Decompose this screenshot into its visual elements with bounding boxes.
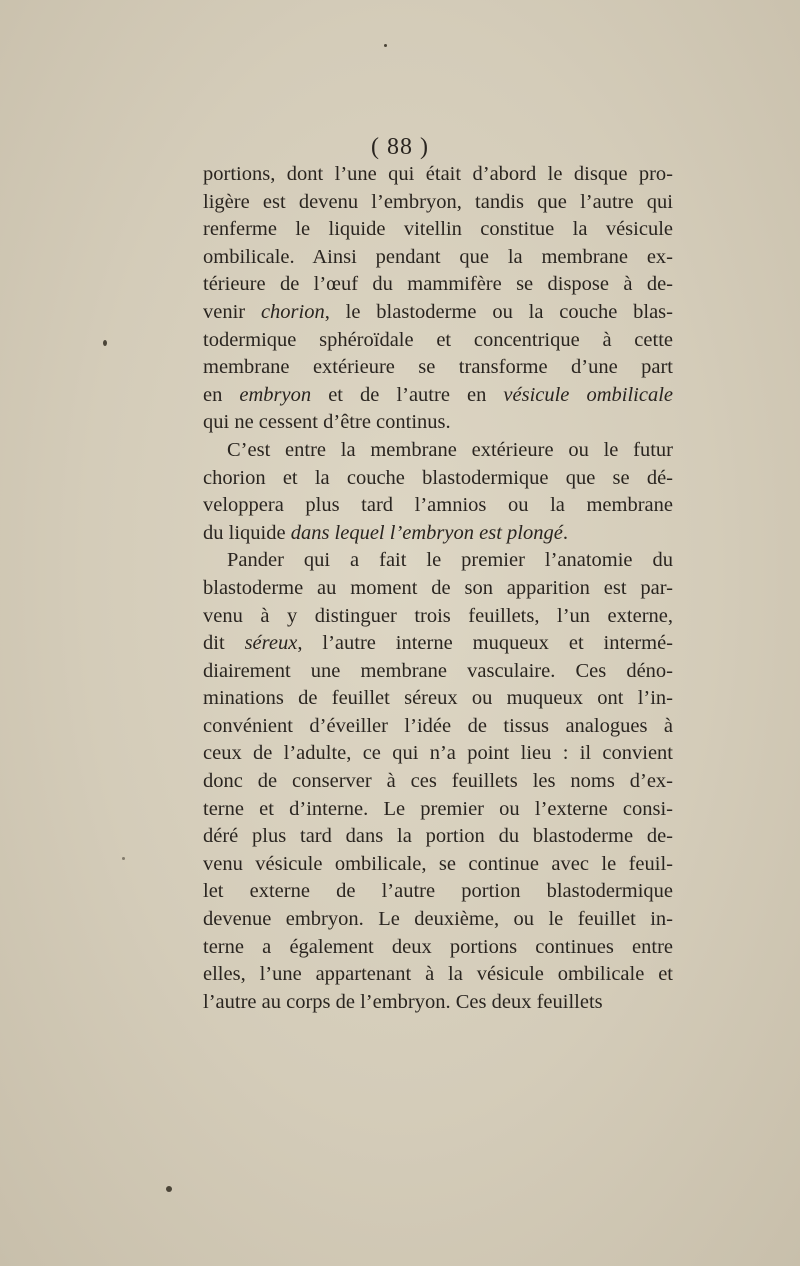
italic-text: vésicule ombilicale — [503, 383, 673, 406]
text-segment: qui ne cessent d’être continus. — [203, 411, 451, 434]
text-segment: renferme le liquide vitellin constitue la vésicule — [203, 218, 673, 241]
text-line — [203, 630, 673, 658]
text-segment: dit — [203, 632, 245, 655]
text-line — [203, 216, 673, 244]
text-segment: let externe de l’autre portion blastodermique — [203, 880, 673, 903]
text-line — [203, 961, 673, 989]
text-line — [203, 244, 673, 272]
text-line — [203, 354, 673, 382]
text-segment: membrane extérieure se transforme d’une part — [203, 356, 673, 379]
text-line — [203, 327, 673, 355]
italic-text: séreux — [244, 632, 298, 655]
text-segment: ceux de l’adulte, ce qui n’a point lieu : il convient — [203, 742, 673, 765]
paper-speck — [166, 1186, 172, 1192]
body-text — [203, 161, 673, 1016]
text-segment: portions, dont l’une qui était d’abord le disque pro- — [203, 163, 673, 185]
text-segment: ligère est devenu l’embryon, tandis que l’autre qui — [203, 190, 673, 213]
text-segment: C’est entre la membrane extérieure ou le futur — [227, 438, 673, 461]
text-line — [203, 658, 673, 686]
text-segment: l’autre au corps de l’embryon. Ces deux feuillets — [203, 990, 603, 1013]
text-line — [203, 934, 673, 962]
text-segment: todermique sphéroïdale et concentrique à cette — [203, 328, 673, 351]
text-line — [203, 382, 673, 410]
text-line — [203, 878, 673, 906]
text-line — [203, 299, 673, 327]
text-line — [203, 713, 673, 741]
italic-text: dans lequel l’embryon est plongé — [290, 521, 563, 544]
text-segment: veloppera plus tard l’amnios ou la membrane — [203, 494, 673, 517]
text-segment: minations de feuillet séreux ou muqueux ont l’in- — [203, 687, 673, 710]
text-segment: venir — [203, 300, 261, 323]
text-segment: venu vésicule ombilicale, se continue avec le feuil- — [203, 852, 673, 875]
text-line — [203, 685, 673, 713]
italic-text: embryon — [239, 383, 312, 406]
text-segment: ombilicale. Ainsi pendant que la membrane ex- — [203, 245, 673, 268]
text-segment: Pander qui a fait le premier l’anatomie du — [227, 549, 673, 572]
text-line — [203, 409, 673, 437]
text-segment: devenue embryon. Le deuxième, ou le feuillet in- — [203, 908, 673, 931]
text-segment: , l’autre interne muqueux et intermé- — [297, 632, 673, 655]
text-line — [203, 575, 673, 603]
text-line — [203, 161, 673, 189]
text-line — [203, 989, 673, 1017]
text-segment: , le blastoderme ou la couche blas- — [324, 300, 673, 323]
text-line — [203, 740, 673, 768]
text-segment: elles, l’une appartenant à la vésicule ombilicale et — [203, 963, 673, 986]
text-line — [203, 547, 673, 575]
text-line — [203, 851, 673, 879]
paper-speck — [103, 340, 107, 346]
text-line — [203, 465, 673, 493]
text-line — [203, 271, 673, 299]
text-line — [203, 492, 673, 520]
text-segment: venu à y distinguer trois feuillets, l’un externe, — [203, 604, 673, 627]
text-line — [203, 768, 673, 796]
page-number: ( 88 ) — [371, 134, 429, 160]
text-segment: du liquide — [203, 521, 291, 544]
italic-text: chorion — [260, 300, 325, 323]
text-segment: convénient d’éveiller l’idée de tissus analogues à — [203, 714, 673, 737]
paper-speck — [384, 44, 387, 47]
text-segment: en — [203, 383, 240, 406]
text-line — [203, 603, 673, 631]
text-segment: terne a également deux portions continues entre — [203, 935, 673, 958]
text-segment: térieure de l’œuf du mammifère se dispose à de- — [203, 273, 673, 296]
text-segment: blastoderme au moment de son apparition est par- — [203, 576, 673, 599]
text-segment: diairement une membrane vasculaire. Ces déno- — [203, 659, 673, 682]
text-segment: déré plus tard dans la portion du blastoderme de- — [203, 825, 673, 848]
text-segment: . — [562, 521, 568, 544]
text-line — [203, 796, 673, 824]
paper-speck — [122, 857, 125, 860]
text-segment: et de l’autre en — [311, 383, 504, 406]
text-segment: donc de conserver à ces feuillets les noms d’ex- — [203, 770, 673, 793]
text-line — [203, 189, 673, 217]
text-segment: chorion et la couche blastodermique que se dé- — [203, 466, 673, 489]
text-line — [203, 906, 673, 934]
text-line — [203, 437, 673, 465]
text-line — [203, 823, 673, 851]
text-segment: terne et d’interne. Le premier ou l’externe consi- — [203, 797, 673, 820]
text-line — [203, 520, 673, 548]
